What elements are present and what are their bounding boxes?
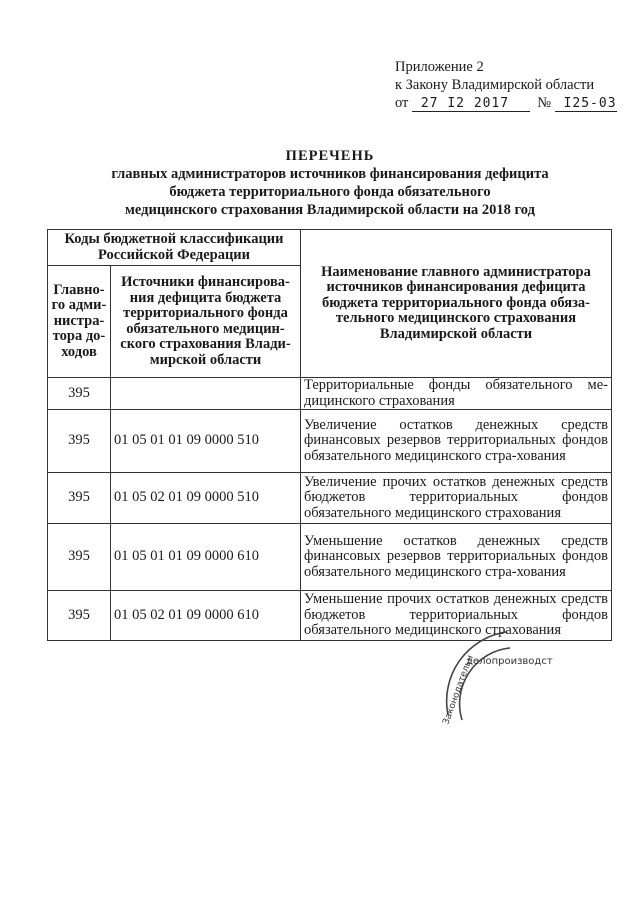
table-row — [48, 473, 612, 524]
cell-code: 01 05 01 01 09 0000 610 — [111, 524, 301, 591]
cell-name: Территориальные фонды обязательного ме-дицинского страхования — [301, 378, 612, 410]
header-codes: Коды бюджетной классификации Российской Федерации — [48, 230, 301, 266]
stamp-text-1: делопроизводст — [466, 656, 553, 667]
sources-table — [47, 229, 612, 641]
document-title — [60, 147, 600, 219]
cell-code: 01 05 01 01 09 0000 510 — [111, 410, 301, 473]
appendix-date-number: от 27 I2 2017 № I25-03 — [395, 95, 617, 111]
cell-name: Уменьшение прочих остатков денежных средств бюджетов территориальных фондов обязательного медицинского страхования — [301, 591, 612, 641]
cell-name: Уменьшение остатков денежных средств финансовых резервов территориальных фондов обязательного медицинского стра-хования — [301, 524, 612, 591]
stamp-text-2: Законодательн — [441, 653, 476, 727]
appendix-law: к Закону Владимирской области — [395, 77, 595, 93]
appendix-block — [395, 58, 617, 112]
cell-admin: 395 — [48, 524, 111, 591]
cell-admin: 395 — [48, 410, 111, 473]
cell-code: 01 05 02 01 09 0000 610 — [111, 591, 301, 641]
law-number: I25-03 — [555, 96, 617, 112]
header-source: Источники финансирова-ния дефицита бюджета территориального фонда обязательного медицин-ского страхования Влади-мирской области — [111, 266, 301, 378]
title-line-1: главных администраторов источников финансирования дефицита — [111, 166, 549, 182]
title-line-3: медицинского страхования Владимирской области на 2018 год — [125, 202, 535, 218]
title-line-2: бюджета территориального фонда обязательного — [169, 184, 491, 200]
cell-name: Увеличение прочих остатков денежных средств бюджетов территориальных фондов обязательного медицинского страхования — [301, 473, 612, 524]
table-row — [48, 524, 612, 591]
cell-admin: 395 — [48, 473, 111, 524]
header-row-1 — [48, 230, 612, 266]
cell-admin: 395 — [48, 378, 111, 410]
law-date: 27 I2 2017 — [412, 96, 530, 112]
header-name: Наименование главного администратора источников финансирования дефицита бюджета территориального фонда обяза-тельного медицинского страхования Владимирской области — [301, 230, 612, 378]
cell-admin: 395 — [48, 591, 111, 641]
cell-name: Увеличение остатков денежных средств финансовых резервов территориальных фондов обязательного медицинского стра-хования — [301, 410, 612, 473]
title-main: ПЕРЕЧЕНЬ — [285, 148, 375, 164]
table-row — [48, 378, 612, 410]
appendix-title: Приложение 2 — [395, 59, 484, 75]
cell-code: 01 05 02 01 09 0000 510 — [111, 473, 301, 524]
cell-code — [111, 378, 301, 410]
table-row — [48, 410, 612, 473]
header-admin: Главно-го адми-нистра-тора до-ходов — [48, 266, 111, 378]
office-stamp — [428, 620, 568, 730]
